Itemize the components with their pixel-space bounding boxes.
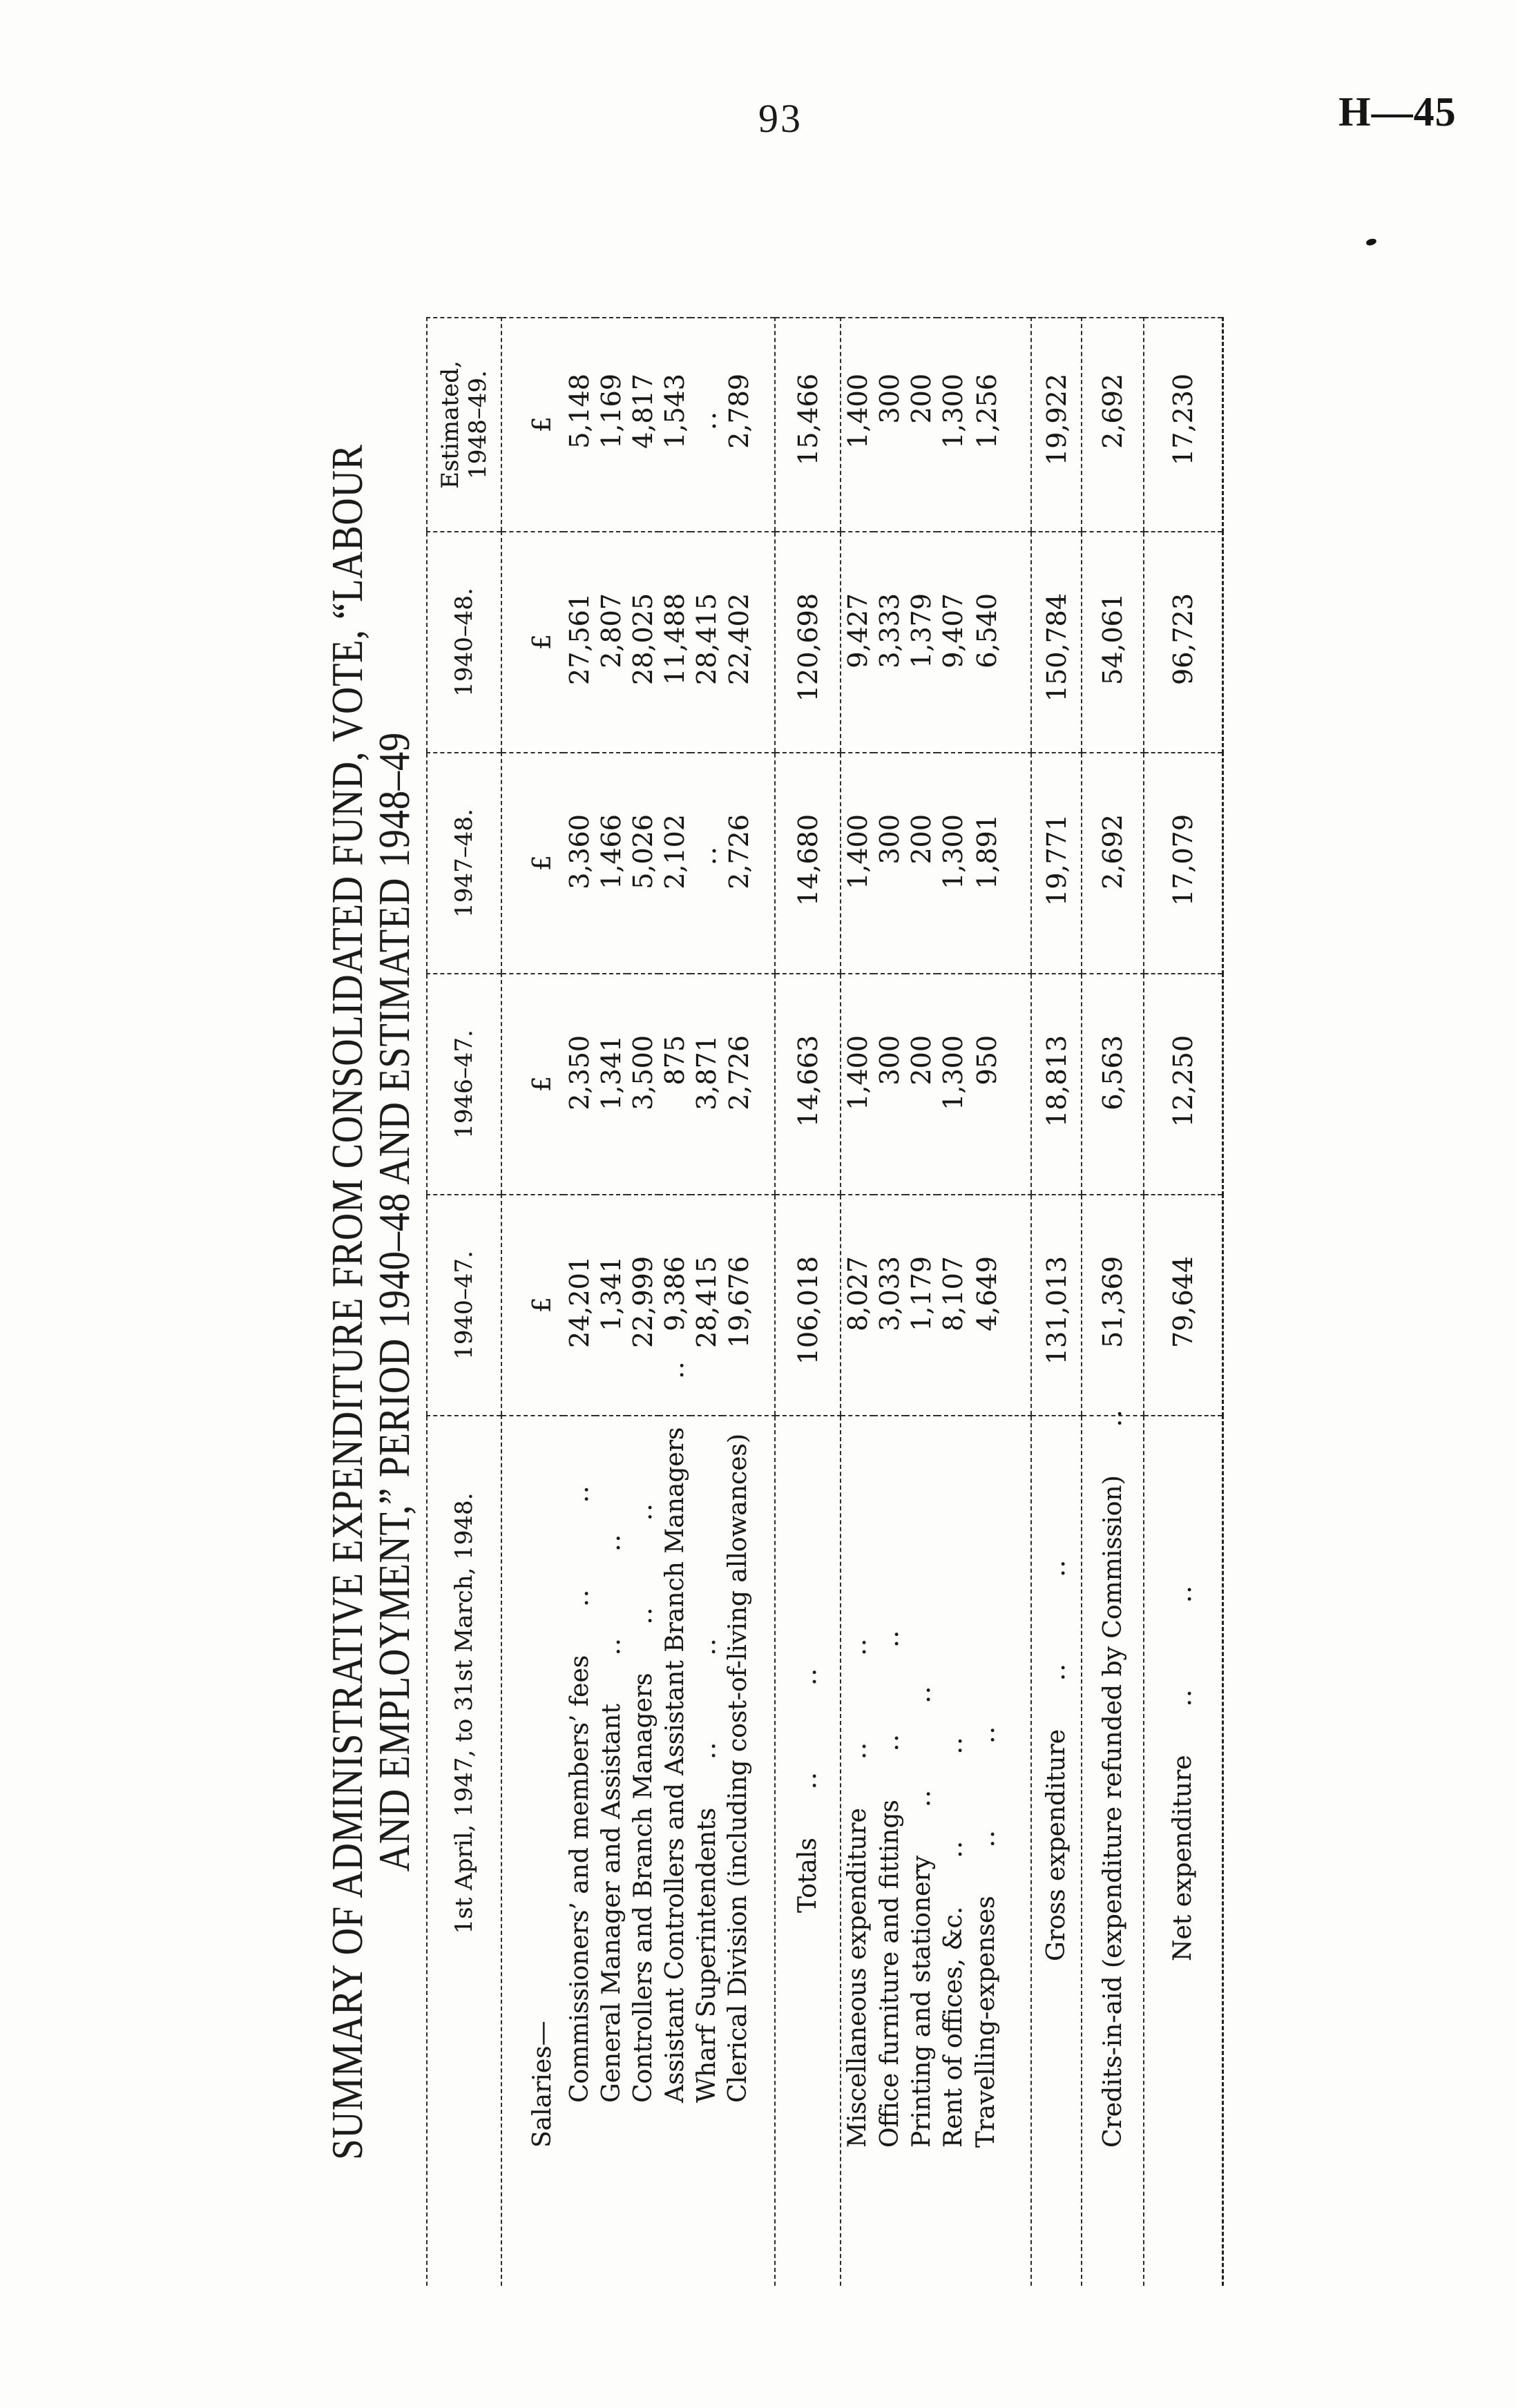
cell-1940-47: 3,033 bbox=[874, 1195, 905, 1416]
cell-1940-47: 28,415 bbox=[691, 1195, 722, 1416]
row-net-expenditure bbox=[1144, 318, 1222, 2286]
cell-1940-47: 8,107 bbox=[937, 1195, 969, 1416]
row-label-salaries: Salaries— bbox=[528, 2021, 557, 2148]
cell-1946-47: 1,400 bbox=[841, 974, 874, 1195]
row-rent-of-offices bbox=[937, 318, 969, 2286]
dot-leaders: .. .. bbox=[629, 1502, 658, 1625]
row-salaries-group bbox=[501, 318, 564, 2286]
cell-1946-47: 1,341 bbox=[595, 974, 627, 1195]
cell-1947-48: 2,102 bbox=[659, 753, 691, 974]
cell-estimated: 1,256 bbox=[969, 318, 1031, 532]
row-label: Controllers and Branch Managers.. .. bbox=[629, 1502, 658, 2103]
cell-1940-48: 27,561 bbox=[564, 532, 595, 753]
cell-1946-47: 2,350 bbox=[564, 974, 595, 1195]
cell-1946-47: 3,500 bbox=[627, 974, 659, 1195]
row-totals bbox=[775, 318, 841, 2286]
cell-estimated: 1,543 bbox=[659, 318, 691, 532]
cell-1947-48-nil: .. bbox=[691, 753, 722, 974]
cell-1947-48: 2,726 bbox=[722, 753, 775, 974]
cell-1940-48: 2,807 bbox=[595, 532, 627, 753]
cell-estimated-net: 17,230 bbox=[1144, 318, 1222, 532]
row-travelling-expenses bbox=[969, 318, 1031, 2286]
row-commissioners-fees bbox=[564, 318, 595, 2286]
row-label: Miscellaneous expenditure.. .. bbox=[841, 1416, 874, 2286]
row-label: Wharf Superintendents.. .. bbox=[692, 1637, 721, 2103]
row-clerical-division bbox=[722, 318, 775, 2286]
table-title-line-1: SUMMARY OF ADMINISTRATIVE EXPENDITURE FROM CONSOLIDATED FUND, VOTE, “LABOUR bbox=[323, 443, 372, 2160]
dot-leaders: .. .. bbox=[875, 1628, 904, 1752]
row-credits-in-aid bbox=[1082, 318, 1144, 2286]
col-header-estimated-1948-49 bbox=[427, 318, 501, 532]
cell-1940-47: 19,676 bbox=[722, 1195, 775, 1416]
row-label: Assistant Controllers and Assistant Branch Managers.. bbox=[660, 1360, 689, 2103]
page-number: 93 bbox=[758, 96, 803, 141]
cell-estimated: 4,817 bbox=[627, 318, 659, 532]
cell-1940-48: 22,402 bbox=[722, 532, 775, 753]
row-controllers bbox=[627, 318, 659, 2286]
rotated-table-sheet bbox=[321, 318, 1215, 2286]
estimated-header-line-1: Estimated, bbox=[436, 360, 464, 489]
row-label: Office furniture and fittings.. .. bbox=[875, 1628, 904, 2148]
cell-1940-47: 51,369 bbox=[1082, 1195, 1144, 1416]
row-label-gross: Gross expenditure.. .. bbox=[1031, 1416, 1082, 2286]
cell-1946-47-gross: 18,813 bbox=[1031, 974, 1082, 1195]
cell-1946-47: 300 bbox=[874, 974, 905, 1195]
cell-1947-48: 200 bbox=[905, 753, 937, 974]
row-label: Commissioners’ and members’ fees.. .. bbox=[565, 1484, 594, 2103]
cell-1940-47: 8,027 bbox=[841, 1195, 874, 1416]
cell-estimated-gross: 19,922 bbox=[1031, 318, 1082, 532]
dot-leaders: .. .. bbox=[972, 1725, 1000, 1848]
cell-1940-48: 9,427 bbox=[841, 532, 874, 753]
cell-1947-48: 2,692 bbox=[1082, 753, 1144, 974]
cell-1940-48-net: 96,723 bbox=[1144, 532, 1222, 753]
table-header-row bbox=[427, 318, 501, 2286]
col-header-period: 1st April, 1947, to 31st March, 1948. bbox=[427, 1416, 501, 2286]
cell-1947-48: 1,466 bbox=[595, 753, 627, 974]
cell-estimated-total: 15,466 bbox=[775, 318, 841, 532]
cell-1940-48: 9,407 bbox=[937, 532, 969, 753]
cell-1947-48: 1,891 bbox=[969, 753, 1031, 974]
cell-1946-47: 6,563 bbox=[1082, 974, 1144, 1195]
cell-1940-48-gross: 150,784 bbox=[1031, 532, 1082, 753]
cell-1946-47: 2,726 bbox=[722, 974, 775, 1195]
expenditure-table bbox=[426, 317, 1224, 2286]
cell-estimated: 2,692 bbox=[1082, 318, 1144, 532]
cell-estimated-nil: .. bbox=[691, 318, 722, 532]
cell-estimated: 2,789 bbox=[722, 318, 775, 532]
cell-1947-48-gross: 19,771 bbox=[1031, 753, 1082, 974]
row-label: Rent of offices, &c... .. bbox=[939, 1735, 968, 2148]
row-label: Travelling-expenses.. .. bbox=[972, 1725, 1000, 2148]
row-label-totals: Totals.. .. bbox=[775, 1416, 841, 2286]
currency-symbol: £ bbox=[501, 974, 564, 1195]
cell-estimated: 200 bbox=[905, 318, 937, 532]
cell-estimated: 1,300 bbox=[937, 318, 969, 532]
dot-leaders: .. .. bbox=[794, 1666, 822, 1790]
cell-1940-47: 22,999 bbox=[627, 1195, 659, 1416]
cell-1947-48-total: 14,680 bbox=[775, 753, 841, 974]
cell-estimated: 5,148 bbox=[564, 318, 595, 532]
cell-1940-47: 1,341 bbox=[595, 1195, 627, 1416]
row-gross-expenditure bbox=[1031, 318, 1082, 2286]
cell-1940-47: 9,386 bbox=[659, 1195, 691, 1416]
cell-1946-47-net: 12,250 bbox=[1144, 974, 1222, 1195]
row-printing-stationery bbox=[905, 318, 937, 2286]
dot-leaders: .. .. bbox=[565, 1484, 594, 1607]
cell-1940-48: 28,415 bbox=[691, 532, 722, 753]
dot-leaders: .. .. bbox=[939, 1735, 968, 1858]
cell-1940-47: 4,649 bbox=[969, 1195, 1031, 1416]
document-reference: H—45 bbox=[1339, 89, 1457, 135]
cell-1940-48: 11,488 bbox=[659, 532, 691, 753]
cell-estimated: 300 bbox=[874, 318, 905, 532]
dot-leaders: .. .. bbox=[843, 1637, 872, 1760]
cell-1940-48-total: 120,698 bbox=[775, 532, 841, 753]
dot-leaders: .. .. bbox=[1169, 1584, 1198, 1707]
cell-1946-47: 875 bbox=[659, 974, 691, 1195]
row-wharf-superintendents bbox=[691, 318, 722, 2286]
dot-leaders: .. bbox=[1098, 1408, 1127, 1427]
cell-1940-47-total: 106,018 bbox=[775, 1195, 841, 1416]
row-office-furniture bbox=[874, 318, 905, 2286]
row-label: Clerical Division (including cost-of-living allowances) bbox=[724, 1433, 752, 2103]
row-label: General Manager and Assistant.. .. bbox=[597, 1532, 626, 2103]
cell-1946-47-total: 14,663 bbox=[775, 974, 841, 1195]
col-header-1946-47: 1946–47. bbox=[427, 974, 501, 1195]
cell-1946-47: 1,300 bbox=[937, 974, 969, 1195]
cell-1940-48: 1,379 bbox=[905, 532, 937, 753]
col-header-1940-48: 1940–48. bbox=[427, 532, 501, 753]
dot-leaders: .. bbox=[660, 1360, 689, 1379]
currency-symbol: £ bbox=[501, 532, 564, 753]
row-label-net: Net expenditure.. .. bbox=[1144, 1416, 1222, 2286]
col-header-1947-48: 1947–48. bbox=[427, 753, 501, 974]
table-title-line-2: AND EMPLOYMENT,” PERIOD 1940–48 AND ESTIMATED 1948–49 bbox=[370, 731, 419, 1872]
estimated-header-line-2: 1948–49. bbox=[464, 370, 492, 479]
cell-1940-48: 6,540 bbox=[969, 532, 1031, 753]
cell-1940-48: 54,061 bbox=[1082, 532, 1144, 753]
cell-estimated: 1,400 bbox=[841, 318, 874, 532]
cell-1947-48: 300 bbox=[874, 753, 905, 974]
cell-1947-48: 3,360 bbox=[564, 753, 595, 974]
cell-1940-48: 3,333 bbox=[874, 532, 905, 753]
currency-symbol: £ bbox=[501, 318, 564, 532]
row-label: Printing and stationery.. .. bbox=[907, 1684, 936, 2148]
cell-1947-48-net: 17,079 bbox=[1144, 753, 1222, 974]
cell-1946-47: 200 bbox=[905, 974, 937, 1195]
table-title bbox=[321, 318, 426, 2286]
cell-1940-48: 28,025 bbox=[627, 532, 659, 753]
col-header-1940-47: 1940–47. bbox=[427, 1195, 501, 1416]
cell-1946-47: 3,871 bbox=[691, 974, 722, 1195]
dot-leaders: .. .. bbox=[907, 1684, 936, 1807]
row-assistant-controllers bbox=[659, 318, 691, 2286]
currency-symbol: £ bbox=[501, 1195, 564, 1416]
cell-1940-47-net: 79,644 bbox=[1144, 1195, 1222, 1416]
ink-speck bbox=[1365, 238, 1377, 247]
cell-1940-47-gross: 131,013 bbox=[1031, 1195, 1082, 1416]
cell-1940-47: 1,179 bbox=[905, 1195, 937, 1416]
cell-estimated: 1,169 bbox=[595, 318, 627, 532]
cell-1947-48: 1,400 bbox=[841, 753, 874, 974]
row-general-manager bbox=[595, 318, 627, 2286]
currency-symbol: £ bbox=[501, 753, 564, 974]
cell-1947-48: 1,300 bbox=[937, 753, 969, 974]
dot-leaders: .. .. bbox=[1042, 1558, 1071, 1682]
dot-leaders: .. .. bbox=[597, 1532, 626, 1656]
cell-1940-47: 24,201 bbox=[564, 1195, 595, 1416]
cell-1947-48: 5,026 bbox=[627, 753, 659, 974]
row-miscellaneous bbox=[841, 318, 874, 2286]
cell-1946-47: 950 bbox=[969, 974, 1031, 1195]
dot-leaders: .. .. bbox=[692, 1637, 721, 1760]
row-label: Credits-in-aid (expenditure refunded by Commission).. bbox=[1082, 1416, 1144, 2286]
